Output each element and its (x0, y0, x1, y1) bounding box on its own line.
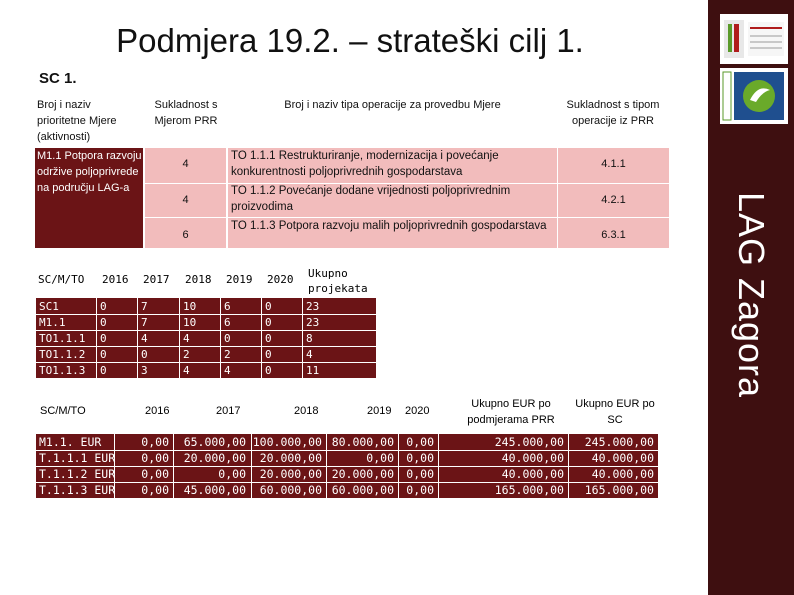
t3-cell: 80.000,00 (331, 435, 394, 449)
page-title: Podmjera 19.2. – strateški cilj 1. (116, 22, 584, 59)
t1-row1-op: TO 1.1.1 Restrukturiranje, modernizacija i povećanje konkurentnosti poljoprivrednih gospodarstava (231, 150, 499, 178)
t3-cell: 0,00 (141, 435, 169, 449)
t3-row-label: M1.1. EUR (39, 435, 102, 449)
t1-row2-type: 4.2.1 (601, 194, 626, 206)
t3-cell: 0,00 (406, 467, 434, 481)
t3-cell: 0,00 (406, 451, 434, 465)
lag-zagora-logo (720, 14, 788, 64)
t2-cell: 0 (224, 332, 231, 345)
t1-header-operation: Broj i naziv tipa operacije za provedbu Mjere (230, 97, 555, 147)
t2-header-scmto: SC/M/TO (38, 273, 85, 286)
section-label: SC 1. (39, 70, 77, 87)
t2-cell: 6 (224, 300, 231, 313)
t2-cell: 6 (224, 316, 231, 329)
t3-cell: 45.000,00 (183, 483, 246, 497)
t1-row2-op: TO 1.1.2 Povećanje dodane vrijednosti poljoprivrednim proizvodima (231, 185, 511, 213)
t2-cell: 4 (224, 364, 231, 377)
t2-cell: 4 (306, 348, 313, 361)
t3-row-label: T.1.1.3 EUR (39, 483, 116, 497)
t3-header-2017: 2017 (216, 405, 241, 417)
t2-cell: 3 (141, 364, 148, 377)
t2-cell: 2 (224, 348, 231, 361)
t1-header-optype: Sukladnost s tipom operacije iz PRR (558, 97, 668, 147)
t2-header-2018: 2018 (185, 273, 212, 286)
t2-cell: 11 (306, 364, 320, 377)
t2-row-label: SC1 (39, 300, 59, 313)
t1-row2-prr: 4 (182, 194, 189, 206)
t3-header-prr: Ukupno EUR po podmjerama PRR (467, 398, 555, 426)
t1-header-prr: Sukladnost s Mjerom PRR (146, 97, 226, 147)
t2-cell: 0 (265, 348, 272, 361)
t3-cell: 65.000,00 (183, 435, 246, 449)
t2-cell: 23 (306, 300, 320, 313)
t3-header-2018: 2018 (294, 405, 319, 417)
t2-cell: 7 (141, 316, 148, 329)
t3-cell: 40.000,00 (501, 467, 564, 481)
t3-cell: 40.000,00 (591, 467, 654, 481)
t3-cell: 0,00 (406, 435, 434, 449)
t3-cell: 20.000,00 (259, 467, 322, 481)
t3-cell: 0,00 (366, 451, 394, 465)
t1-row3-prr: 6 (182, 229, 189, 241)
t3-cell: 60.000,00 (259, 483, 322, 497)
t2-cell: 0 (265, 364, 272, 377)
t3-cell: 0,00 (141, 451, 169, 465)
t1-row3-op: TO 1.1.3 Potpora razvoju malih poljoprivrednih gospodarstava (231, 220, 547, 232)
t3-cell: 40.000,00 (591, 451, 654, 465)
t2-header-2019: 2019 (226, 273, 253, 286)
t2-cell: 0 (100, 348, 107, 361)
t2-cell: 7 (141, 300, 148, 313)
leader-logo (720, 68, 788, 124)
t2-cell: 4 (183, 364, 190, 377)
t1-row1-prr: 4 (182, 158, 189, 170)
t3-header-2016: 2016 (145, 405, 170, 417)
t2-cell: 4 (141, 332, 148, 345)
t2-cell: 0 (100, 316, 107, 329)
t2-header-2016: 2016 (102, 273, 129, 286)
t3-cell: 60.000,00 (331, 483, 394, 497)
t2-header-2020: 2020 (267, 273, 294, 286)
t2-cell: 0 (100, 300, 107, 313)
t1-row3-type: 6.3.1 (601, 229, 626, 241)
t3-cell: 20.000,00 (331, 467, 394, 481)
t3-cell: 0,00 (141, 483, 169, 497)
t2-cell: 0 (100, 332, 107, 345)
t2-row-label: TO1.1.3 (39, 364, 86, 377)
t2-cell: 0 (100, 364, 107, 377)
t2-cell: 10 (183, 316, 197, 329)
t2-cell: 0 (265, 332, 272, 345)
t3-cell: 0,00 (218, 467, 246, 481)
t2-cell: 0 (141, 348, 148, 361)
t2-cell: 2 (183, 348, 190, 361)
t3-cell: 0,00 (141, 467, 169, 481)
t2-header-total: Ukupno projekata (308, 267, 368, 295)
t2-cell: 0 (265, 316, 272, 329)
t3-row-label: T.1.1.1 EUR (39, 451, 116, 465)
t1-row1-type: 4.1.1 (601, 158, 626, 170)
t2-cell: 8 (306, 332, 313, 345)
t3-cell: 40.000,00 (501, 451, 564, 465)
t1-header-measure: Broj i naziv prioritetne Mjere (aktivnosti) (37, 97, 142, 147)
t2-cell: 0 (265, 300, 272, 313)
t3-cell: 20.000,00 (259, 451, 322, 465)
t2-header-2017: 2017 (143, 273, 170, 286)
t2-row-label: TO1.1.1 (39, 332, 86, 345)
t3-cell: 245.000,00 (494, 435, 564, 449)
t1-measure-cell: M1.1 Potpora razvoju održive poljoprivrede na području LAG-a (35, 148, 143, 248)
t2-cell: 4 (183, 332, 190, 345)
t2-row-label: TO1.1.2 (39, 348, 86, 361)
t3-cell: 100.000,00 (252, 435, 322, 449)
sidebar-vertical-text: LAG Zagora (731, 191, 772, 399)
t3-cell: 245.000,00 (584, 435, 654, 449)
t3-cell: 165.000,00 (584, 483, 654, 497)
t2-row-label: M1.1 (39, 316, 66, 329)
t2-cell: 10 (183, 300, 197, 313)
t3-header-sc: Ukupno EUR po SC (575, 398, 655, 426)
t3-header-2020: 2020 (405, 405, 430, 417)
t3-cell: 0,00 (406, 483, 434, 497)
t3-header-scmto: SC/M/TO (40, 405, 86, 417)
t3-header-2019: 2019 (367, 405, 392, 417)
t3-row-label: T.1.1.2 EUR (39, 467, 116, 481)
t2-cell: 23 (306, 316, 320, 329)
t3-cell: 165.000,00 (494, 483, 564, 497)
t3-cell: 20.000,00 (183, 451, 246, 465)
